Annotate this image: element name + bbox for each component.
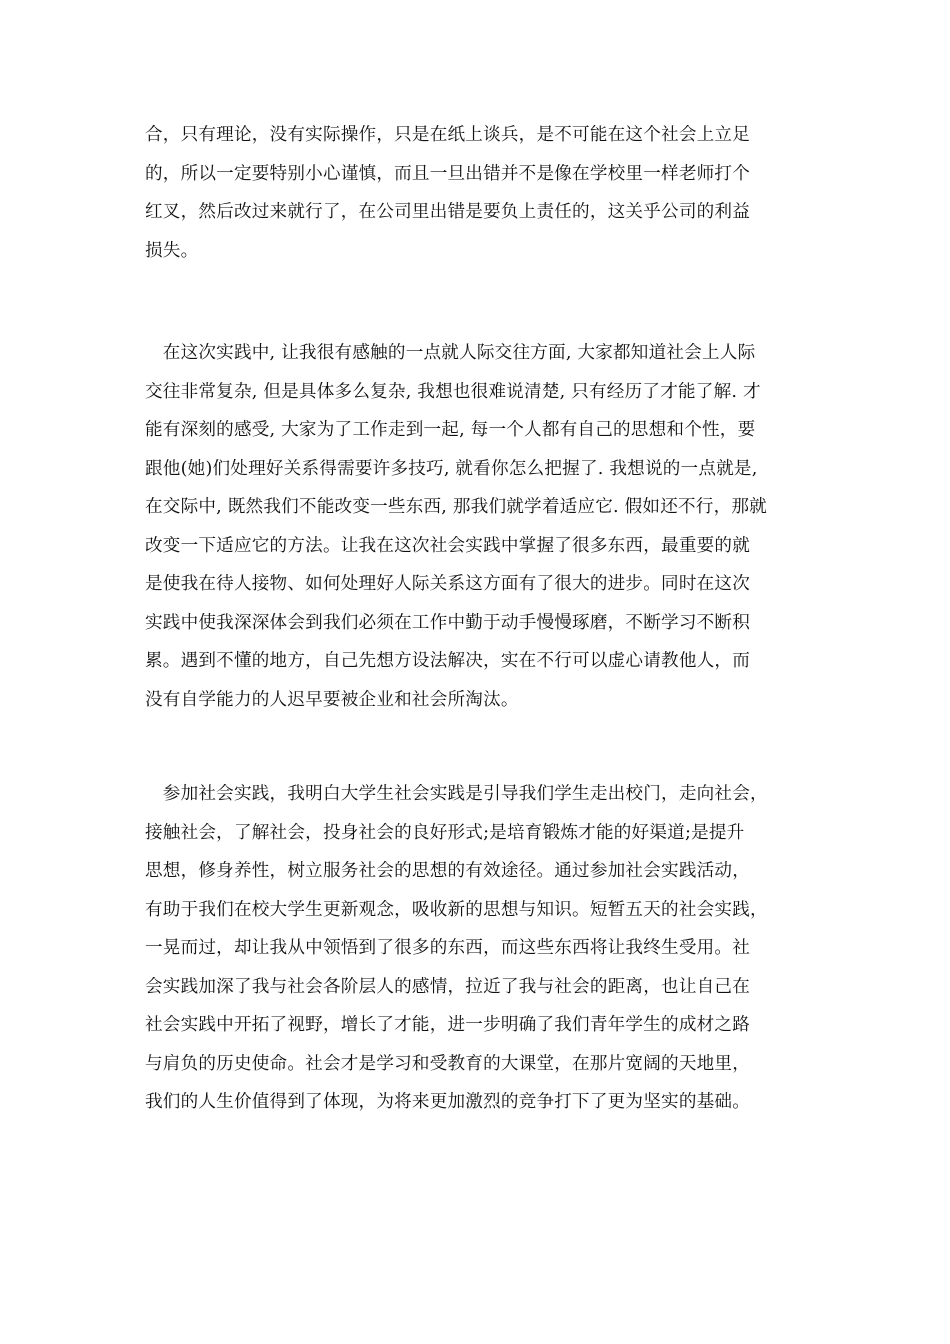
text-line: 有助于我们在校大学生更新观念，吸收新的思想与知识。短暂五天的社会实践， bbox=[145, 899, 768, 920]
text-line: 接触社会，了解社会，投身社会的良好形式;是培育锻炼才能的好渠道;是提升 bbox=[145, 822, 745, 843]
text-line: 实践中使我深深体会到我们必须在工作中勤于动手慢慢琢磨，不断学习不断积 bbox=[145, 612, 750, 633]
text-line: 损失。 bbox=[145, 240, 199, 261]
paragraph-3 bbox=[145, 775, 815, 1122]
text-line: 累。遇到不懂的地方，自己先想方设法解决，实在不行可以虚心请教他人，而 bbox=[145, 651, 750, 671]
text-line: 改变一下适应它的方法。让我在这次社会实践中掌握了很多东西，最重要的就 bbox=[145, 535, 750, 556]
paragraph-2 bbox=[145, 334, 815, 719]
text-line: 参加社会实践，我明白大学生社会实践是引导我们学生走出校门，走向社会， bbox=[145, 784, 768, 804]
text-line: 是使我在待人接物、如何处理好人际关系这方面有了很大的进步。同时在这次 bbox=[145, 574, 750, 594]
paragraph-1 bbox=[145, 116, 815, 270]
text-line: 会实践加深了我与社会各阶层人的感情，拉近了我与社会的距离，也让自己在 bbox=[145, 976, 750, 997]
text-line: 红叉，然后改过来就行了，在公司里出错是要负上责任的，这关乎公司的利益 bbox=[145, 202, 750, 222]
text-line: 交往非常复杂, 但是具体多么复杂, 我想也很难说清楚, 只有经历了才能了解. 才 bbox=[145, 381, 761, 402]
text-line: 在交际中, 既然我们不能改变一些东西, 那我们就学着适应它. 假如还不行，那就 bbox=[145, 497, 767, 517]
text-line: 的，所以一定要特别小心谨慎，而且一旦出错并不是像在学校里一样老师打个 bbox=[145, 163, 750, 184]
text-line: 与肩负的历史使命。社会才是学习和受教育的大课堂，在那片宽阔的天地里， bbox=[145, 1053, 750, 1074]
text-line: 社会实践中开拓了视野，增长了才能，进一步明确了我们青年学生的成材之路 bbox=[145, 1015, 750, 1035]
text-line: 没有自学能力的人迟早要被企业和社会所淘汰。 bbox=[145, 689, 519, 710]
text-line: 合，只有理论，没有实际操作，只是在纸上谈兵，是不可能在这个社会上立足 bbox=[145, 125, 750, 145]
text-line: 跟他(她)们处理好关系得需要许多技巧, 就看你怎么把握了. 我想说的一点就是, bbox=[145, 458, 758, 479]
text-line: 能有深刻的感受, 大家为了工作走到一起, 每一个人都有自己的思想和个性，要 bbox=[145, 420, 756, 440]
text-line: 思想，修身养性，树立服务社会的思想的有效途径。通过参加社会实践活动， bbox=[145, 861, 750, 881]
text-line: 在这次实践中, 让我很有感触的一点就人际交往方面, 大家都知道社会上人际 bbox=[145, 343, 756, 363]
text-line: 我们的人生价值得到了体现，为将来更加激烈的竞争打下了更为坚实的基础。 bbox=[145, 1092, 750, 1112]
text-line: 一晃而过，却让我从中领悟到了很多的东西，而这些东西将让我终生受用。社 bbox=[145, 938, 750, 958]
